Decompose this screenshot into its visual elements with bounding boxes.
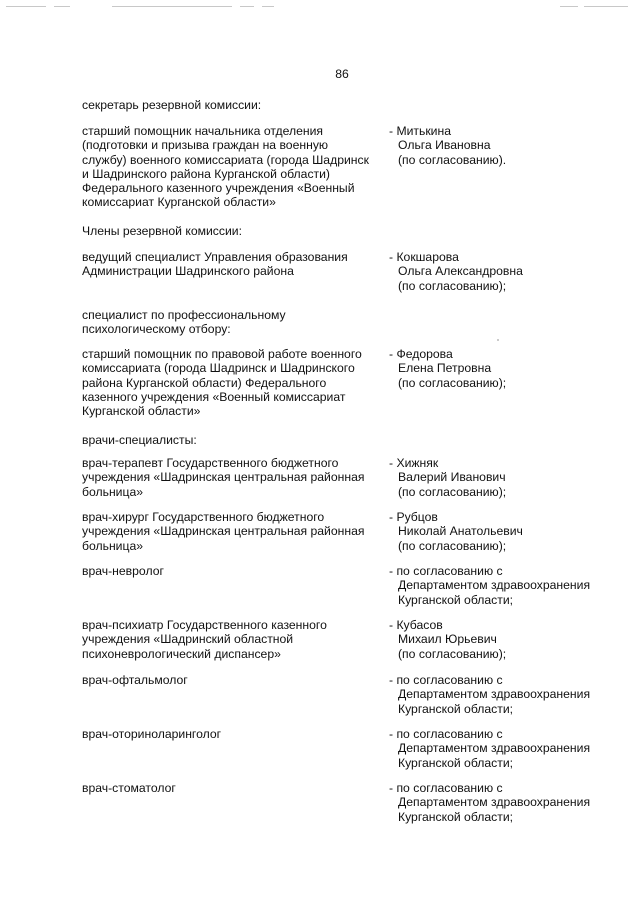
name-line: Валерий Иванович <box>398 470 506 485</box>
position-line: врач-терапевт Государственного бюджетного <box>82 456 339 470</box>
position-description <box>82 510 392 553</box>
scan-artifact-top <box>0 0 640 10</box>
position-line: казенного учреждения «Военный комиссариат <box>82 389 346 404</box>
name-line: Курганской области; <box>398 592 514 607</box>
name-line: Департаментом здравоохранения <box>398 578 591 593</box>
name-line: (по согласованию); <box>398 484 507 499</box>
position-line: и Шадринского района Курганской области) <box>82 166 330 181</box>
position-line: старший помощник начальника отделения <box>82 124 324 138</box>
member-name <box>389 347 629 390</box>
name-line: Департаментом здравоохранения <box>398 687 591 702</box>
name-line: - Кокшарова <box>389 250 459 264</box>
member-name <box>389 124 629 167</box>
position-description <box>82 308 392 337</box>
member-name <box>389 456 629 499</box>
position-line: врач-оториноларинголог <box>82 727 222 741</box>
position-line: Федерального казенного учреждения «Военный <box>82 181 355 196</box>
position-line: (подготовки и призыва граждан на военную <box>82 138 329 153</box>
position-description <box>82 347 392 418</box>
name-line: (по согласованию); <box>398 646 507 661</box>
name-line: - по согласованию с <box>389 727 503 741</box>
position-line: комиссариат Курганской области» <box>82 195 276 210</box>
position-line: района Курганской области) Федерального <box>82 375 327 390</box>
position-line: ведущий специалист Управления образования <box>82 250 348 264</box>
page-number: 86 <box>335 67 349 81</box>
position-line: учреждения «Шадринская центральная районная <box>82 470 365 485</box>
position-description <box>82 618 392 661</box>
section-heading-doctors: врачи-специалисты: <box>82 433 197 447</box>
position-line: врач-невролог <box>82 564 164 578</box>
member-name <box>389 564 629 607</box>
position-line: учреждения «Шадринская центральная районная <box>82 524 365 539</box>
position-description <box>82 727 392 741</box>
name-line: Елена Петровна <box>398 361 492 376</box>
position-line: специалист по профессиональному <box>82 308 286 322</box>
name-line: Михаил Юрьевич <box>398 632 497 647</box>
scan-speck <box>497 339 499 341</box>
member-name <box>389 673 629 716</box>
name-line: Курганской области; <box>398 755 514 770</box>
position-line: врач-стоматолог <box>82 781 176 795</box>
member-name <box>389 618 629 661</box>
position-line: врач-психиатр Государственного казенного <box>82 618 327 632</box>
name-line: (по согласованию); <box>398 278 507 293</box>
name-line: - Митькина <box>389 124 451 138</box>
position-description <box>82 564 392 578</box>
member-name <box>389 727 629 770</box>
position-line: психологическому отбору: <box>82 322 231 337</box>
name-line: - Хижняк <box>389 456 439 470</box>
name-line: (по согласованию); <box>398 375 507 390</box>
member-name <box>389 510 629 553</box>
position-line: старший помощник по правовой работе военного <box>82 347 362 361</box>
name-line: Николай Анатольевич <box>398 524 523 539</box>
position-description <box>82 781 392 795</box>
position-line: Администрации Шадринского района <box>82 264 294 279</box>
position-line: врач-офтальмолог <box>82 673 188 687</box>
position-description <box>82 673 392 687</box>
section-heading-secretary: секретарь резервной комиссии: <box>82 98 262 112</box>
position-line: больница» <box>82 484 144 499</box>
member-name <box>389 250 629 293</box>
position-description <box>82 250 392 279</box>
name-line: (по согласованию); <box>398 538 507 553</box>
position-line: службу) военного комиссариата (города Шадринск <box>82 152 369 167</box>
name-line: Курганской области; <box>398 701 514 716</box>
position-line: Курганской области» <box>82 404 201 419</box>
position-line: врач-хирург Государственного бюджетного <box>82 510 325 524</box>
section-heading-members: Члены резервной комиссии: <box>82 224 242 238</box>
name-line: Ольга Ивановна <box>398 138 491 153</box>
position-description <box>82 456 392 499</box>
position-description <box>82 124 392 210</box>
name-line: Курганской области; <box>398 809 514 824</box>
position-line: больница» <box>82 538 144 553</box>
name-line: - Федорова <box>389 347 453 361</box>
name-line: Департаментом здравоохранения <box>398 795 591 810</box>
name-line: - по согласованию с <box>389 781 503 795</box>
name-line: - по согласованию с <box>389 564 503 578</box>
name-line: - Рубцов <box>389 510 438 524</box>
member-name <box>389 781 629 824</box>
position-line: комиссариата (города Шадринск и Шадринского <box>82 361 355 376</box>
position-line: учреждения «Шадринский областной <box>82 632 294 647</box>
name-line: - по согласованию с <box>389 673 503 687</box>
name-line: Департаментом здравоохранения <box>398 741 591 756</box>
position-line: психоневрологический диспансер» <box>82 646 281 661</box>
name-line: Ольга Александровна <box>398 264 523 279</box>
name-line: (по согласованию). <box>398 152 507 167</box>
name-line: - Кубасов <box>389 618 443 632</box>
